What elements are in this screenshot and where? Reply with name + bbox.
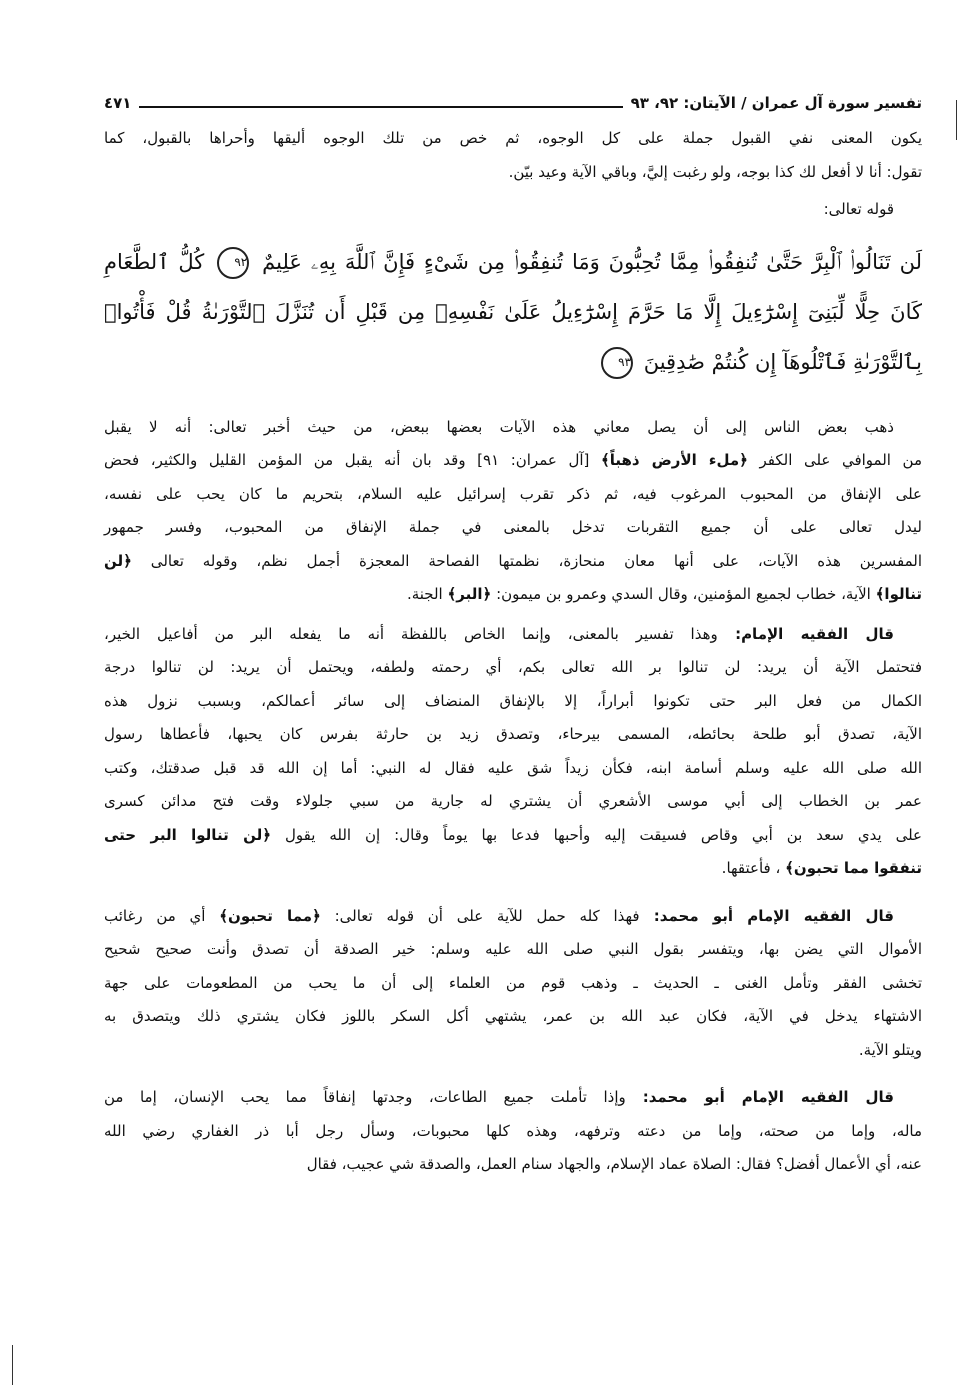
- bold-text: تنالوا﴾: [875, 585, 922, 603]
- bold-text: قال الفقيه الإمام أبو محمد:: [639, 906, 894, 925]
- text-segment: تخشى الفقر وتأمل الغنى ـ الحديث ـ وذهب قوم من العلماء إلى أن ما يحب من المطعومات على جهة: [104, 973, 922, 992]
- bold-text: ﴿ملء الأرض ذهباً﴾: [600, 451, 748, 469]
- text-line: [104, 900, 922, 934]
- text-segment: فتحتمل الآية أن يريد: لن تنالوا بر الله تعالى بكم، أي رحمته ولطفه، ويحتمل أن يريد: لن تنالوا درجة: [104, 658, 922, 676]
- text-segment: ويتلو الآية.: [858, 1040, 922, 1059]
- text-segment: الأموال التي يضن بها، ويتفسر بقول النبي صلى الله عليه وسلم: خير الصدقة أن تصدق وأنت صحيح شحيح: [104, 940, 922, 958]
- bold-text: ﴿البر﴾: [447, 585, 492, 603]
- text-segment: الله صلى الله عليه وسلم أسامة ابنه، فكأن زيداً شق عليه فقال له النبي: أما إن الله قد قبل صدقتك، وكتب: [104, 758, 922, 777]
- text-segment: فهذا كله حمل للآية على أن قوله تعالى:: [320, 906, 640, 925]
- page-content: [104, 0, 922, 1182]
- paragraph-1: [104, 411, 922, 612]
- text-segment: وإذا تأملت جميع الطاعات، وجدتها إنفاقاً مما يحب الإنسان، إما من: [104, 1088, 626, 1106]
- paragraph-2: [104, 618, 922, 886]
- text-line: [104, 1000, 922, 1034]
- text-line: [104, 122, 922, 156]
- text-segment: من الموافي على الكفر: [747, 451, 922, 469]
- text-segment: يكون المعنى نفي القبول جملة على كل الوجوه، ثم خص من تلك الوجوه أليقها وأحراها بالقبول، كما: [104, 129, 922, 147]
- running-header: [104, 88, 922, 118]
- paragraph-3: [104, 900, 922, 1068]
- text-segment: المفسرين هذه الآيات، على أنها معان منحازة، نظمتها الفصاحة المعجزة أجمل نظم، وقوله تعالى: [131, 551, 922, 570]
- text-line: [104, 1081, 922, 1115]
- text-line: [104, 819, 922, 853]
- text-line: [104, 578, 922, 612]
- text-line: [104, 718, 922, 752]
- text-line: [104, 511, 922, 545]
- quran-verse: [104, 237, 922, 387]
- text-segment: الكمال من فعل البر حتى تكونوا أبراراً، إلا بالإنفاق المنضاف إلى سائر أعمالكم، وبسبب نزول هذه: [104, 691, 922, 710]
- bold-text: ﴿لن: [104, 551, 132, 570]
- text-line: [104, 967, 922, 1001]
- verse-line: [104, 237, 922, 287]
- text-line: [104, 685, 922, 719]
- text-line: [104, 852, 922, 886]
- text-segment: قوله تعالى:: [823, 200, 894, 218]
- bold-text: ﴿مما تحبون﴾: [219, 906, 321, 925]
- text-line: [104, 933, 922, 967]
- text-segment: الآية، خطاب لجميع المؤمنين، وقال السدي وعمرو بن ميمون:: [491, 585, 871, 603]
- text-segment: لَن تَنَالُوا۟ ٱلْبِرَّ حَتَّىٰ تُنفِقُوا۟ مِمَّا تُحِبُّونَ وَمَا تُنفِقُوا۟ مِن شَىْءٍ فَإِنَّ ٱللَّهَ بِهِۦ عَلِيمٌ: [262, 249, 922, 274]
- text-segment: عنه، أي الأعمال أفضل؟ فقال: الصلاة عماد الإسلام، والجهاد سنام العمل، والصدقة شي عجيب، فقال: [306, 1155, 922, 1173]
- text-segment: الاشتهاء يدخل في الآية، فكان عبد الله بن عمر، يشتهي أكل السكر باللوز فكان يشتري ذلك ويتصدق به: [104, 1007, 922, 1025]
- text-line: [104, 618, 922, 652]
- text-segment: أي من رغائب: [104, 906, 206, 925]
- text-segment: الجنة.: [406, 585, 443, 603]
- text-line: [104, 156, 922, 190]
- verse-intro: [104, 193, 922, 227]
- bold-text: قال الفقيه الإمام أبو محمد:: [625, 1088, 894, 1106]
- text-line: [104, 1115, 922, 1149]
- bold-text: تنفقوا مما تحبون﴾: [785, 859, 922, 877]
- text-segment: على يدي سعد بن أبي وقاص فسيقت إليه وأحبها فدعا بها يوماً وقال: إن الله يقول: [271, 825, 923, 844]
- text-line: [104, 651, 922, 685]
- verse-line: [104, 287, 922, 337]
- bold-text: ﴿لن تنالوا البر حتى: [104, 825, 272, 844]
- bold-text: قال الفقيه الإمام:: [717, 624, 895, 643]
- header-title: تفسير سورة آل عمران / الآيتان: ٩٢، ٩٣: [630, 94, 922, 112]
- text-segment: ماله، وإما من صحته، وإما من دعته وترفهه، وهذه كلها محبوبات، وسأل رجل أبا ذر الغفاري رضي الله: [104, 1121, 922, 1140]
- text-line: [104, 545, 922, 579]
- verse-line: [104, 337, 922, 387]
- text-segment: ، فأعتقها.: [721, 859, 781, 877]
- text-segment: على الإنفاق من المحبوب المرغوب فيه، ثم ذكر تقرب إسرائيل عليه السلام، بتحريم ما كان يحب على نفسه،: [104, 484, 922, 503]
- text-segment: ليدل تعالى على أن جميع التقربات تدخل بالمعنى في جملة الإنفاق من المحبوب، وفسر جمهور: [104, 518, 922, 536]
- text-segment: [آل عمران: ٩١] وقد بان أنه يقبل من المؤمن القليل والكثير، فحض: [104, 451, 590, 469]
- text-segment: الآية، تصدق أبو طلحة بحائطه، المسمى بيرحاء، وتصدق زيد بن حارثة بفرس كان يحبها، فأعطاها رسول: [104, 725, 922, 743]
- page-number: ٤٧١: [104, 94, 132, 112]
- text-segment: بِٱلتَّوْرَىٰةِ فَٱتْلُوهَآ إِن كُنتُمْ صَٰدِقِينَ: [643, 349, 922, 374]
- text-segment: كُلُّ ٱلطَّعَامِ: [104, 249, 205, 274]
- text-line: [104, 444, 922, 478]
- text-line: [104, 193, 894, 227]
- text-line: [104, 1148, 922, 1182]
- text-segment: ذهب بعض الناس إلى أن يصل معاني هذه الآيات بعضها ببعض، من حيث أخبر تعالى: أنه لا يقبل: [104, 417, 894, 436]
- text-line: [104, 1034, 922, 1068]
- scan-edge-right: [956, 100, 957, 140]
- text-line: [104, 752, 922, 786]
- text-segment: كَانَ حِلًّا لِّبَنِىٓ إِسْرَٰٓءِيلَ إِلَّا مَا حَرَّمَ إِسْرَٰٓءِيلُ عَلَىٰ نَفْسِهِۦ مِن قَبْلِ أَن تُنَزَّلَ ٱلتَّوْرَىٰةُ قُلْ فَأْتُوا۟: [104, 299, 922, 324]
- paragraph-4: [104, 1081, 922, 1182]
- verse-number-marker: ٩٣: [601, 347, 633, 379]
- text-line: [104, 478, 922, 512]
- text-segment: عمر بن الخطاب إلى أبي موسى الأشعري أن يشتري له جارية من سبي جلولاء وقت فتح مدائن كسرى: [104, 792, 922, 810]
- text-segment: تقول: أنا لا أفعل لك كذا بوجه، ولو رغبت إليَّ، وباقي الآية وعيد بيّن.: [508, 162, 922, 181]
- header-rule: [139, 106, 622, 108]
- scan-edge-left: [12, 1345, 13, 1385]
- text-line: [104, 785, 922, 819]
- text-segment: وهذا تفسير بالمعنى، وإنما الخاص باللفظة أنه ما يفعله البر من أفاعيل الخير،: [104, 624, 718, 643]
- text-line: [104, 411, 922, 445]
- intro-paragraph: [104, 122, 922, 189]
- verse-number-marker: ٩٢: [217, 247, 249, 279]
